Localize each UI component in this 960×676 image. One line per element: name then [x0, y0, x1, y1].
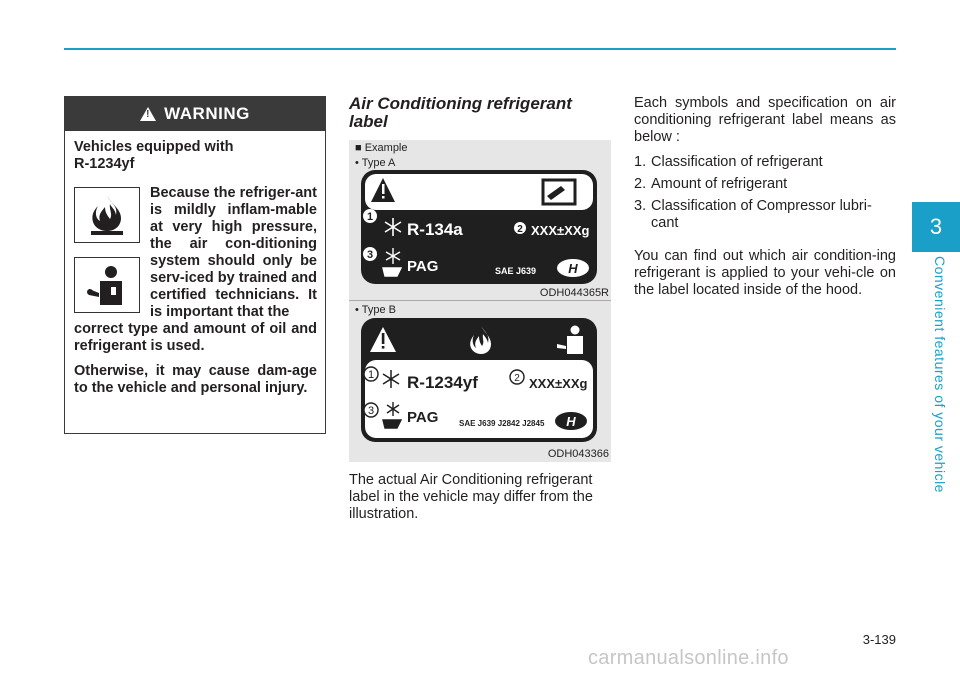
type-b-caption: • Type B — [355, 304, 396, 316]
list-item-number: 3. — [634, 198, 647, 214]
warning-label: WARNING — [164, 104, 250, 123]
type-a-marker-2: 2 — [517, 224, 523, 235]
warning-icons — [74, 185, 140, 321]
svg-text:H: H — [568, 261, 578, 276]
type-b-marker-3: 3 — [367, 405, 375, 417]
top-rule — [64, 48, 896, 50]
list-item — [634, 176, 896, 193]
label-disclaimer: The actual Air Conditioning refrigerant label in the vehicle may differ from the illustration. — [349, 472, 593, 522]
explanation-intro: Each symbols and specification on air conditioning refrigerant label means as below : — [634, 95, 896, 145]
figure-example-caption: ■ Example — [355, 142, 408, 154]
list-item-number: 1. — [634, 154, 647, 170]
list-item-text: Amount of refrigerant — [651, 176, 788, 192]
warning-text-continued: correct type and amount of oil and refrigerant is used. — [74, 321, 317, 354]
chapter-title: Convenient features of your vehicle — [932, 256, 948, 493]
warning-box — [64, 96, 326, 434]
warning-header — [65, 97, 325, 131]
type-a-amount: XXX±XXg — [531, 223, 590, 238]
technician-icon — [74, 257, 140, 313]
list-item — [634, 198, 896, 232]
warning-row — [74, 185, 317, 321]
figure-divider — [349, 300, 611, 301]
explanation-list — [634, 154, 896, 232]
page-number: 3-139 — [862, 632, 896, 647]
type-b-marker-1: 1 — [367, 369, 375, 381]
type-a-marker-3: 3 — [366, 249, 374, 261]
type-b-label — [361, 318, 597, 442]
list-item — [634, 154, 896, 171]
type-b-oil: PAG — [407, 409, 439, 426]
type-a-caption: • Type A — [355, 157, 396, 169]
refrigerant-label-figure — [349, 140, 611, 462]
svg-text:H: H — [566, 414, 576, 429]
flammable-icon — [74, 187, 140, 243]
warning-triangle-icon — [140, 107, 156, 121]
list-item-text: Classification of Compressor lubri-cant — [651, 198, 872, 231]
warning-heading-line2: R-1234yf — [74, 156, 135, 172]
type-b-amount: XXX±XXg — [529, 376, 588, 391]
list-item-text: Classification of refrigerant — [651, 154, 823, 170]
type-b-refrigerant: R-1234yf — [407, 373, 478, 392]
type-a-label — [361, 170, 597, 284]
type-a-marker-1: 1 — [366, 211, 374, 223]
chapter-number-tab[interactable]: 3 — [912, 202, 960, 252]
warning-text-consequence: Otherwise, it may cause dam-age to the vehicle and personal injury. — [74, 363, 317, 396]
type-b-figure-code: ODH043366 — [547, 448, 609, 460]
warning-body — [65, 131, 325, 397]
warning-heading-line1: Vehicles equipped with — [74, 139, 234, 155]
type-a-oil: PAG — [407, 258, 439, 275]
watermark[interactable]: carmanualsonline.info — [588, 647, 789, 669]
type-a-refrigerant: R-134a — [407, 220, 463, 239]
type-a-standards: SAE J639 — [495, 266, 537, 276]
type-b-standards: SAE J639 J2842 J2845 — [459, 419, 545, 428]
warning-heading — [74, 139, 317, 173]
explanation-location: You can find out which air condition-ing refrigerant is applied to your vehi-cle on the label located inside of the hood. — [634, 248, 896, 298]
label-explanation — [634, 95, 896, 299]
type-b-brand-logo-icon — [555, 412, 587, 430]
section-title: Air Conditioning refrigerant label — [349, 94, 572, 131]
type-b-marker-2: 2 — [514, 373, 520, 384]
type-a-figure-code: ODH044365R — [539, 287, 609, 299]
type-a-brand-logo-icon — [557, 259, 589, 277]
warning-text-wrapped: Because the refriger-ant is mildly inflam-mable at very high pressure, the air con-ditioning system should only be serv-iced by trained and certified technicians. It is important that the — [150, 185, 317, 320]
list-item-number: 2. — [634, 176, 647, 192]
